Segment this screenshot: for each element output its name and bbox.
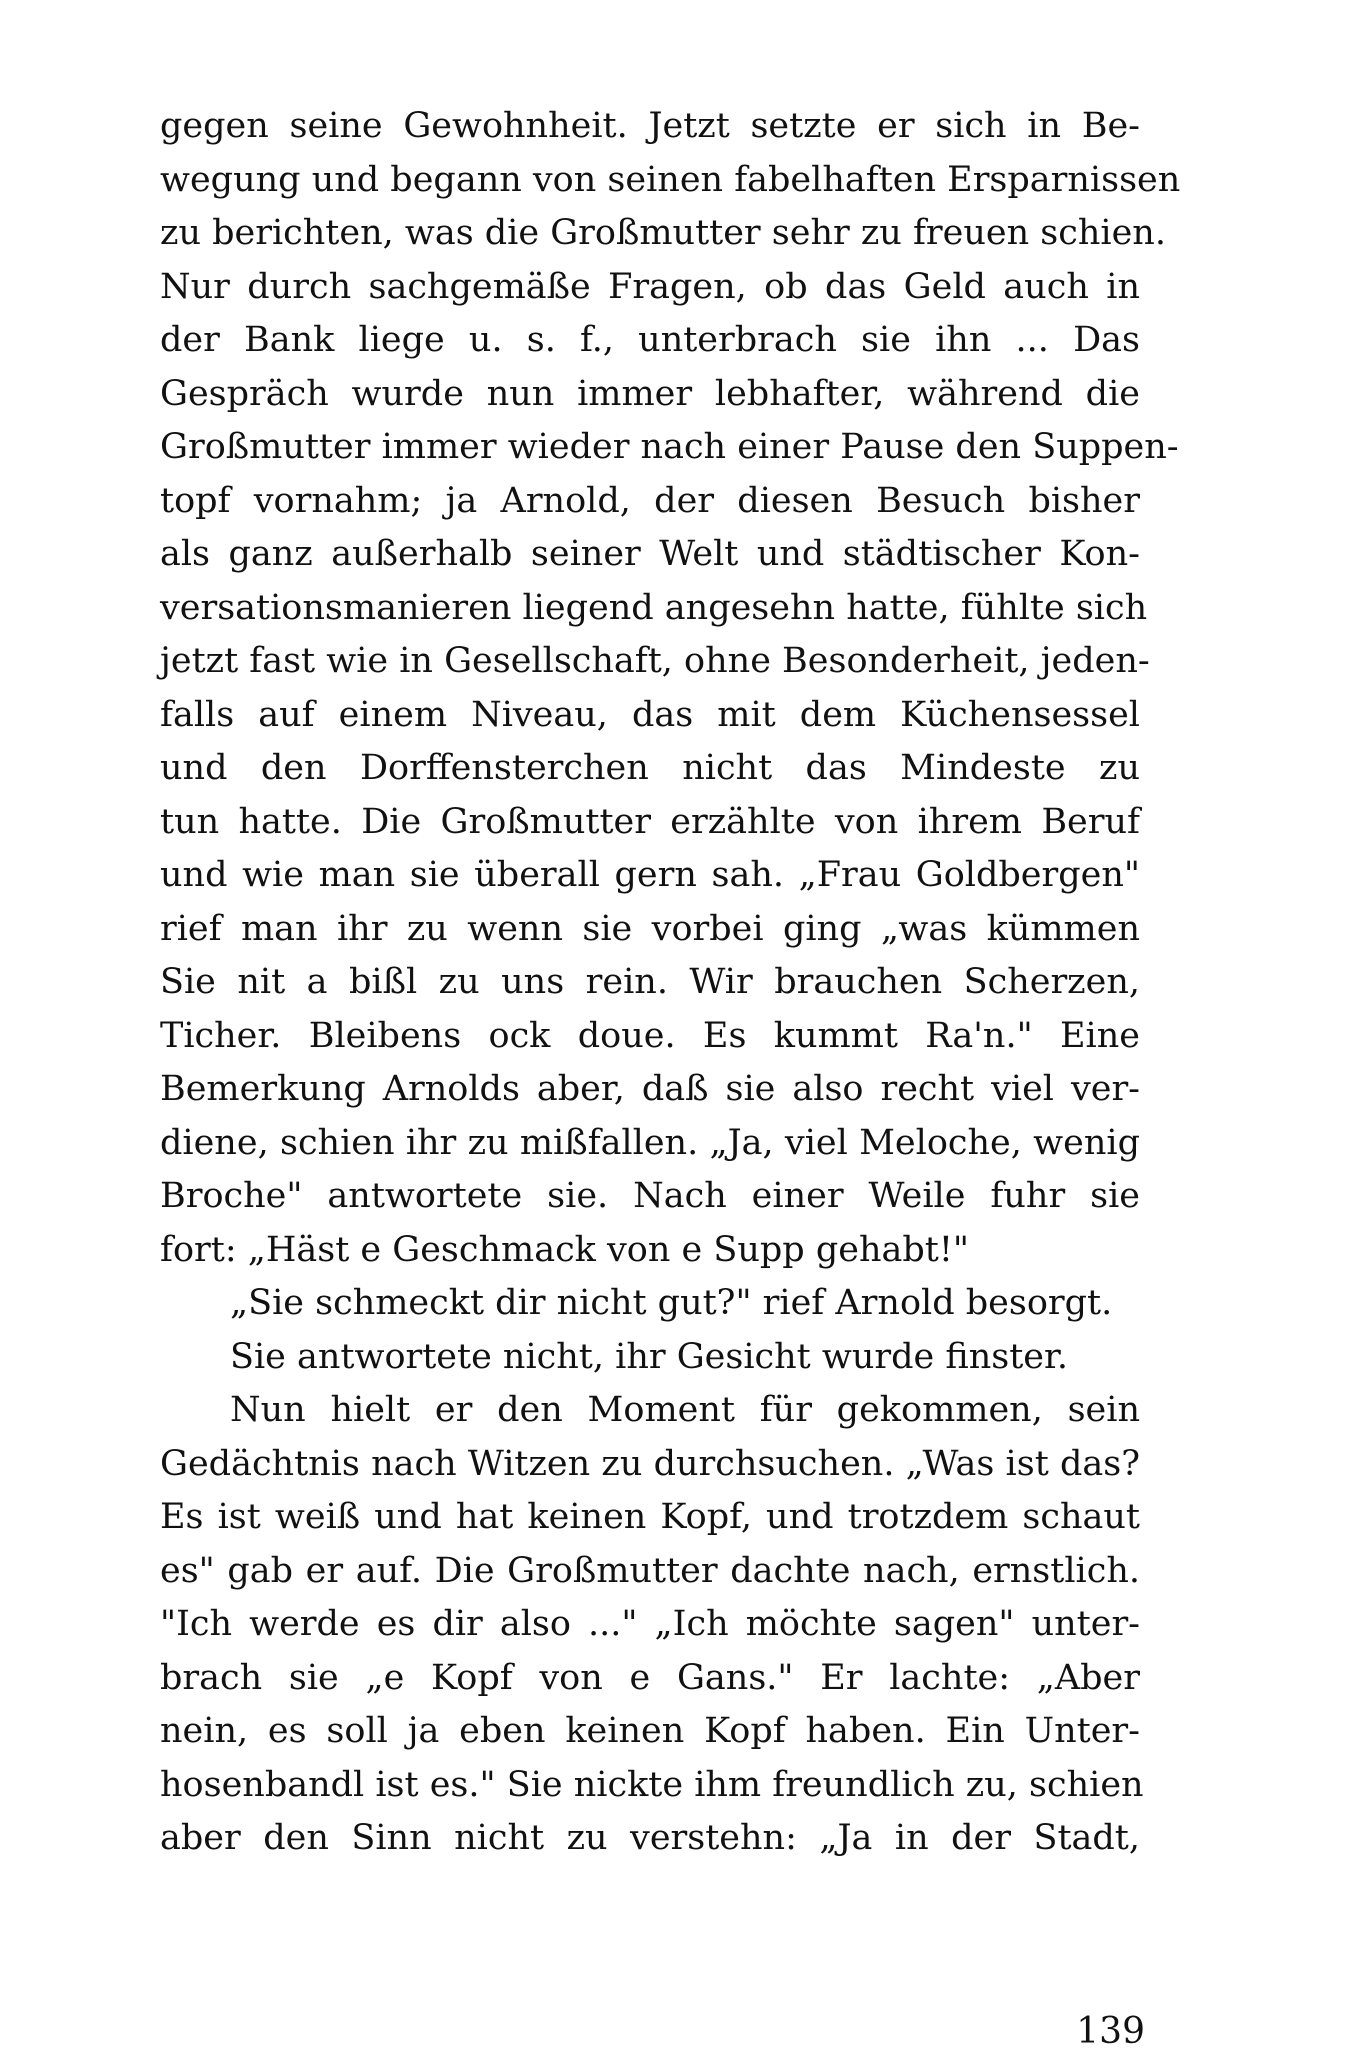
text-line: wegung und begann von seinen fabelhaften Ersparnissen (160, 159, 1181, 200)
text-line: versationsmanieren liegend angesehn hatte, fühlte sich (160, 587, 1148, 628)
text-line: Es ist weiß und hat keinen Kopf, und trotzdem schaut (160, 1497, 1140, 1537)
text-line: "Ich werde es dir also ..." „Ich möchte sagen" unter- (160, 1604, 1140, 1644)
text-line: topf vornahm; ja Arnold, der diesen Besuch bisher (160, 480, 1140, 521)
text-line: rief man ihr zu wenn sie vorbei ging „was kümmen (160, 908, 1140, 949)
text-line: Großmutter immer wieder nach einer Pause den Suppen- (160, 427, 1179, 467)
text-line: brach sie „e Kopf von e Gans." Er lachte: „Aber (160, 1657, 1140, 1698)
text-line: fort: „Häst e Geschmack von e Supp gehabt!" (160, 1229, 969, 1270)
body-text (160, 100, 1181, 1866)
text-line: jetzt fast wie in Gesellschaft, ohne Besonderheit, jeden- (160, 641, 1150, 681)
page-number: 139 (1076, 2011, 1145, 2052)
text-line: „Sie schmeckt dir nicht gut?" rief Arnold besorgt. (230, 1283, 1113, 1323)
text-line: und den Dorffensterchen nicht das Mindeste zu (160, 748, 1140, 788)
text-line: und wie man sie überall gern sah. „Frau Goldbergen" (160, 855, 1140, 895)
text-line: tun hatte. Die Großmutter erzählte von ihrem Beruf (160, 801, 1140, 842)
text-line: Sie nit a bißl zu uns rein. Wir brauchen Scherzen, (160, 962, 1140, 1002)
text-line: Broche" antwortete sie. Nach einer Weile fuhr sie (160, 1176, 1140, 1216)
text-line: Sie antwortete nicht, ihr Gesicht wurde finster. (230, 1336, 1068, 1377)
text-line: gegen seine Gewohnheit. Jetzt setzte er sich in Be- (160, 106, 1140, 146)
text-line: Gedächtnis nach Witzen zu durchsuchen. „Was ist das? (160, 1443, 1140, 1484)
text-line: zu berichten, was die Großmutter sehr zu freuen schien. (160, 213, 1166, 253)
text-line: falls auf einem Niveau, das mit dem Küchensessel (160, 694, 1140, 735)
text-line: Bemerkung Arnolds aber, daß sie also recht viel ver- (160, 1069, 1140, 1109)
text-line: Nun hielt er den Moment für gekommen, sein (230, 1390, 1140, 1430)
text-line: diene, schien ihr zu mißfallen. „Ja, viel Meloche, wenig (160, 1122, 1140, 1163)
text-line: hosenbandl ist es." Sie nickte ihm freundlich zu, schien (160, 1764, 1144, 1805)
text-line: aber den Sinn nicht zu verstehn: „Ja in der Stadt, (160, 1818, 1140, 1858)
text-line: der Bank liege u. s. f., unterbrach sie ihn ... Das (160, 320, 1140, 360)
text-line: als ganz außerhalb seiner Welt und städtischer Kon- (160, 534, 1140, 574)
text-line: Nur durch sachgemäße Fragen, ob das Geld auch in (160, 266, 1140, 307)
text-line: Gespräch wurde nun immer lebhafter, während die (160, 373, 1140, 414)
text-line: es" gab er auf. Die Großmutter dachte nach, ernstlich. (160, 1550, 1140, 1591)
text-line: Ticher. Bleibens ock doue. Es kummt Ra'n." Eine (160, 1015, 1140, 1056)
text-line: nein, es soll ja eben keinen Kopf haben. Ein Unter- (160, 1711, 1140, 1751)
